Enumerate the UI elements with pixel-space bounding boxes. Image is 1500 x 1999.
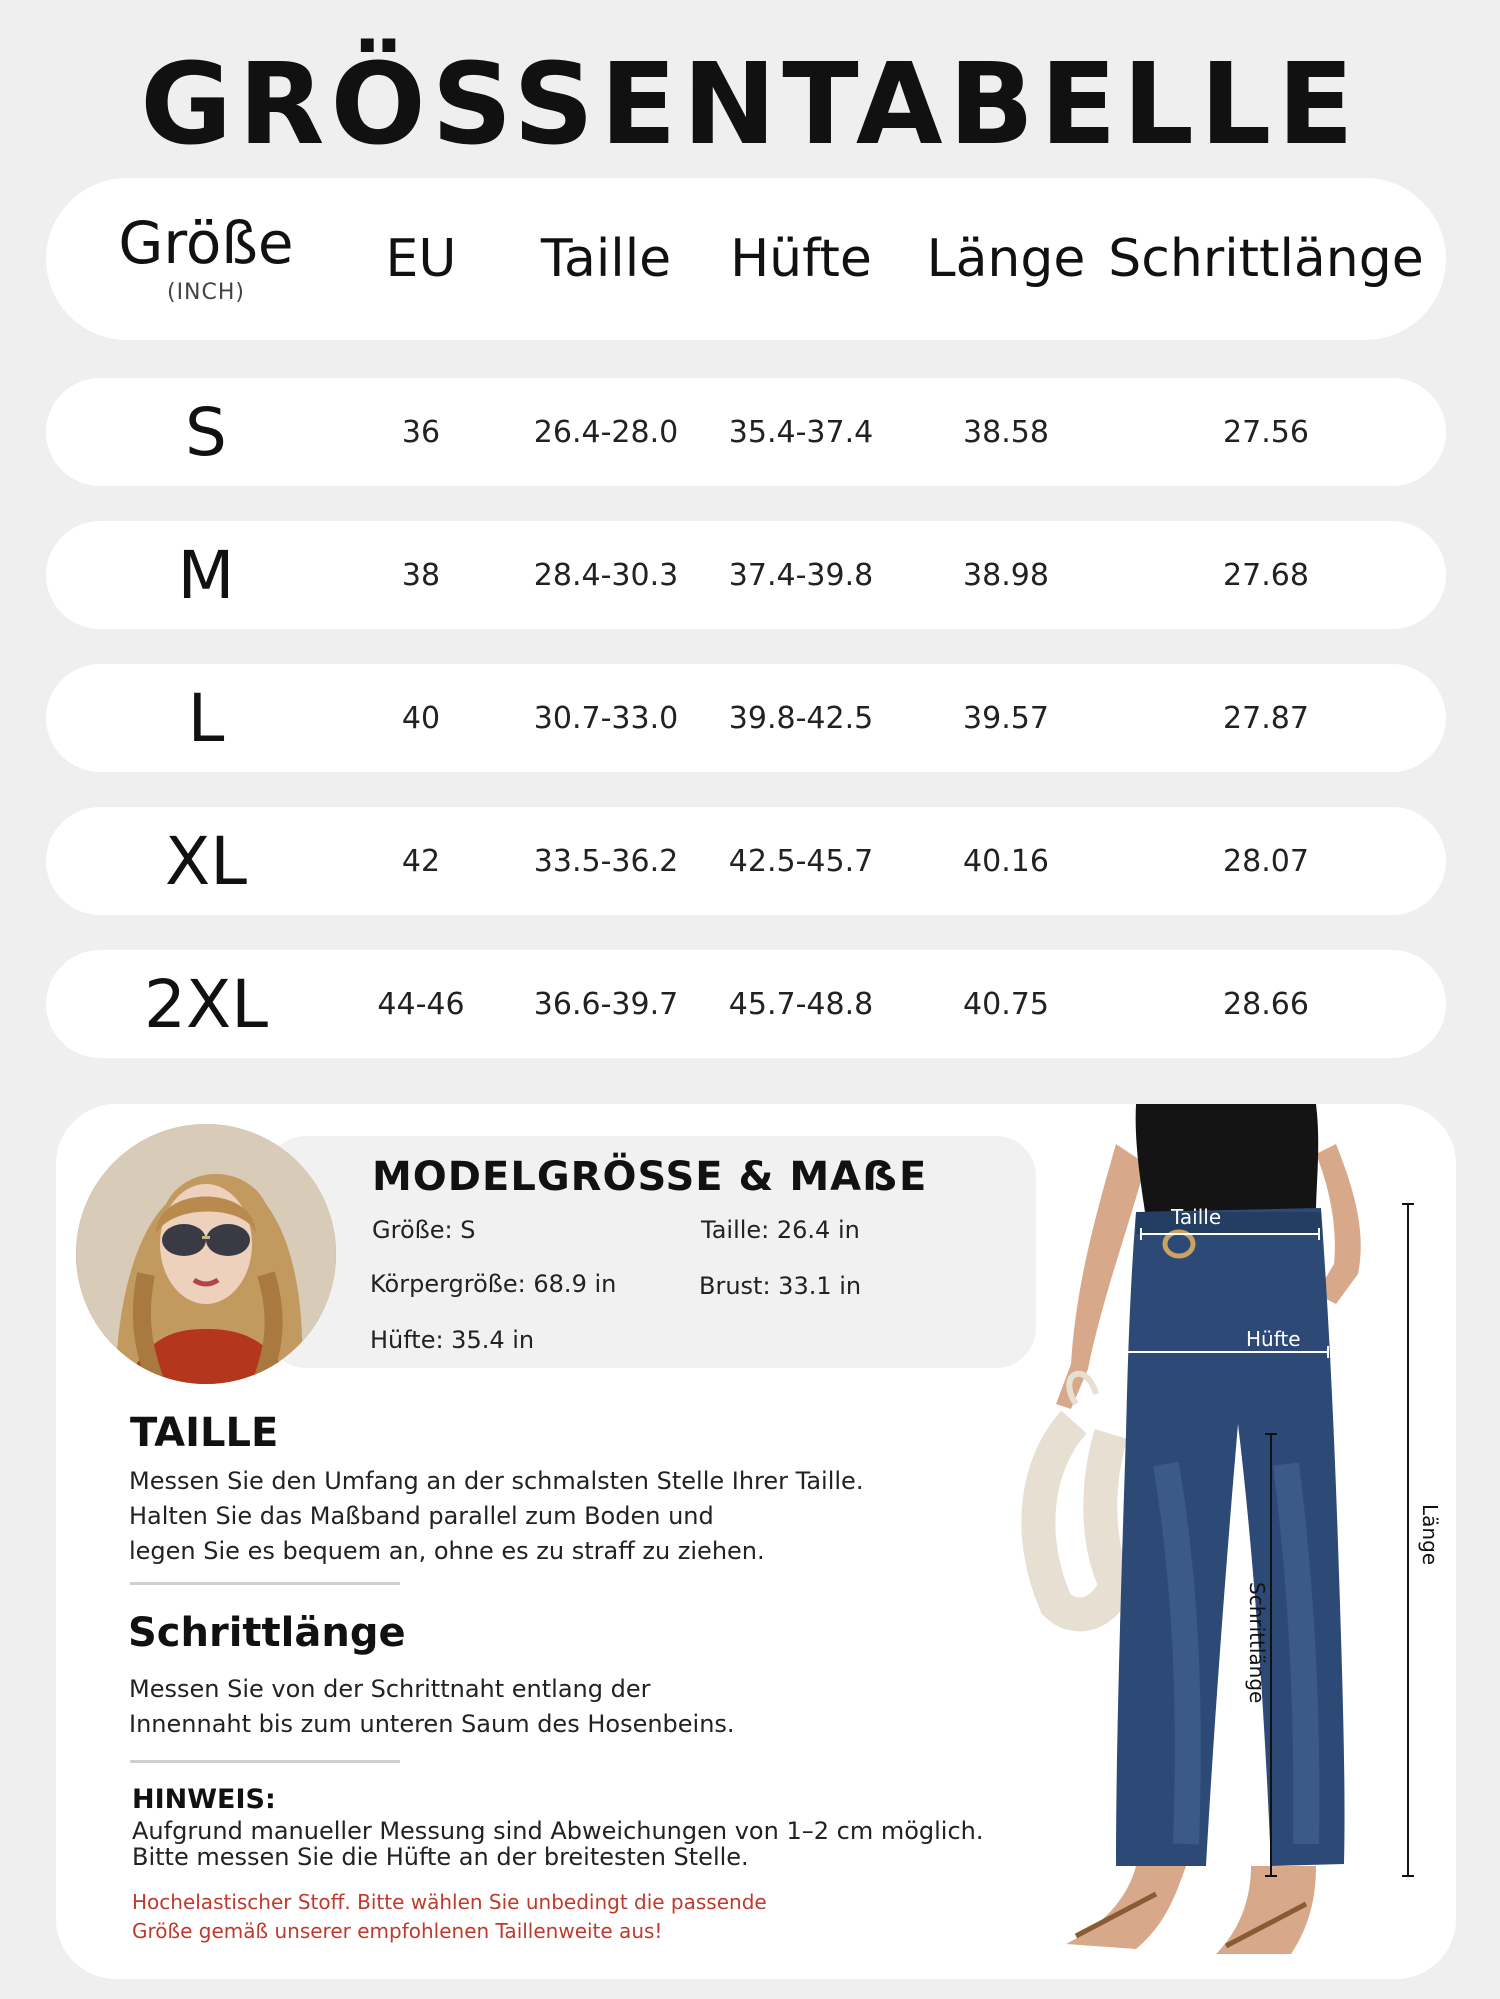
row-eu: 40 <box>401 700 441 736</box>
model-waist: Taille: 26.4 in <box>701 1216 860 1244</box>
row-inseam: 27.56 <box>1223 414 1309 450</box>
header-inseam: Schrittlänge <box>1108 229 1424 289</box>
row-length: 40.16 <box>963 843 1049 879</box>
waist-section-title: TAILLE <box>130 1410 279 1456</box>
model-bust: Brust: 33.1 in <box>699 1272 862 1300</box>
row-eu: 42 <box>401 843 441 879</box>
header-eu: EU <box>385 229 457 289</box>
model-hip: Hüfte: 35.4 in <box>370 1326 535 1354</box>
note-text <box>132 1818 1012 1870</box>
model-photo <box>76 1124 336 1384</box>
header-size-unit: (INCH) <box>166 280 245 305</box>
note-line: Bitte messen Sie die Hüfte an der breitesten Stelle. <box>132 1843 749 1871</box>
model-size: Größe: S <box>372 1216 476 1244</box>
note-title: HINWEIS: <box>132 1784 276 1815</box>
row-eu: 44-46 <box>377 986 465 1022</box>
row-hip: 39.8-42.5 <box>728 700 874 736</box>
table-row <box>46 807 1446 915</box>
table-row <box>46 950 1446 1058</box>
warning-line: Größe gemäß unserer empfohlenen Taillenweite aus! <box>132 1919 663 1943</box>
model-title: MODELGRÖSSE & MAẞE <box>372 1154 928 1200</box>
inseam-line: Innennaht bis zum unteren Saum des Hosenbeins. <box>129 1710 735 1738</box>
elastic-warning <box>132 1888 992 1946</box>
inseam-section-text <box>129 1672 929 1742</box>
row-waist: 28.4-30.3 <box>533 557 679 593</box>
row-waist: 26.4-28.0 <box>533 414 679 450</box>
row-inseam: 27.87 <box>1223 700 1309 736</box>
figure-label-inseam: Schrittlänge <box>1245 1582 1269 1704</box>
row-hip: 37.4-39.8 <box>728 557 874 593</box>
table-header <box>46 178 1446 340</box>
table-row <box>46 664 1446 772</box>
row-size: XL <box>165 822 247 900</box>
page-title: GRÖSSENTABELLE <box>140 40 1360 170</box>
waist-section-text <box>129 1464 929 1569</box>
header-length: Länge <box>926 229 1086 289</box>
table-row <box>46 378 1446 486</box>
row-waist: 33.5-36.2 <box>533 843 679 879</box>
waist-line: Messen Sie den Umfang an der schmalsten Stelle Ihrer Taille. <box>129 1467 864 1495</box>
row-length: 40.75 <box>963 986 1049 1022</box>
waist-line: legen Sie es bequem an, ohne es zu straff zu ziehen. <box>129 1537 765 1565</box>
header-size-label: Größe <box>118 209 294 277</box>
row-inseam: 28.07 <box>1223 843 1309 879</box>
row-size: L <box>187 679 225 757</box>
row-inseam: 28.66 <box>1223 986 1309 1022</box>
row-size: 2XL <box>144 965 268 1043</box>
row-length: 39.57 <box>963 700 1049 736</box>
row-hip: 42.5-45.7 <box>728 843 874 879</box>
row-length: 38.98 <box>963 557 1049 593</box>
jeans-model-figure <box>1016 1104 1456 1979</box>
row-hip: 45.7-48.8 <box>728 986 874 1022</box>
header-hip: Hüfte <box>730 229 872 289</box>
table-row <box>46 521 1446 629</box>
waist-line: Halten Sie das Maßband parallel zum Boden und <box>129 1502 714 1530</box>
figure-label-length: Länge <box>1418 1504 1442 1566</box>
model-height: Körpergröße: 68.9 in <box>370 1270 617 1298</box>
row-eu: 36 <box>401 414 441 450</box>
figure-label-waist: Taille <box>1171 1205 1222 1229</box>
row-size: S <box>185 393 227 471</box>
row-waist: 36.6-39.7 <box>533 986 679 1022</box>
figure-label-hip: Hüfte <box>1246 1327 1301 1351</box>
divider <box>130 1582 400 1585</box>
inseam-line: Messen Sie von der Schrittnaht entlang der <box>129 1675 651 1703</box>
row-waist: 30.7-33.0 <box>533 700 679 736</box>
header-size <box>86 178 326 340</box>
row-hip: 35.4-37.4 <box>728 414 874 450</box>
row-eu: 38 <box>401 557 441 593</box>
row-inseam: 27.68 <box>1223 557 1309 593</box>
row-length: 38.58 <box>963 414 1049 450</box>
note-line: Aufgrund manueller Messung sind Abweichungen von 1–2 cm möglich. <box>132 1817 984 1845</box>
inseam-section-title: Schrittlänge <box>128 1610 406 1656</box>
divider <box>130 1760 400 1763</box>
measurement-guide-card <box>56 1104 1456 1979</box>
warning-line: Hochelastischer Stoff. Bitte wählen Sie unbedingt die passende <box>132 1890 767 1914</box>
header-waist: Taille <box>540 229 672 289</box>
row-size: M <box>177 536 235 614</box>
